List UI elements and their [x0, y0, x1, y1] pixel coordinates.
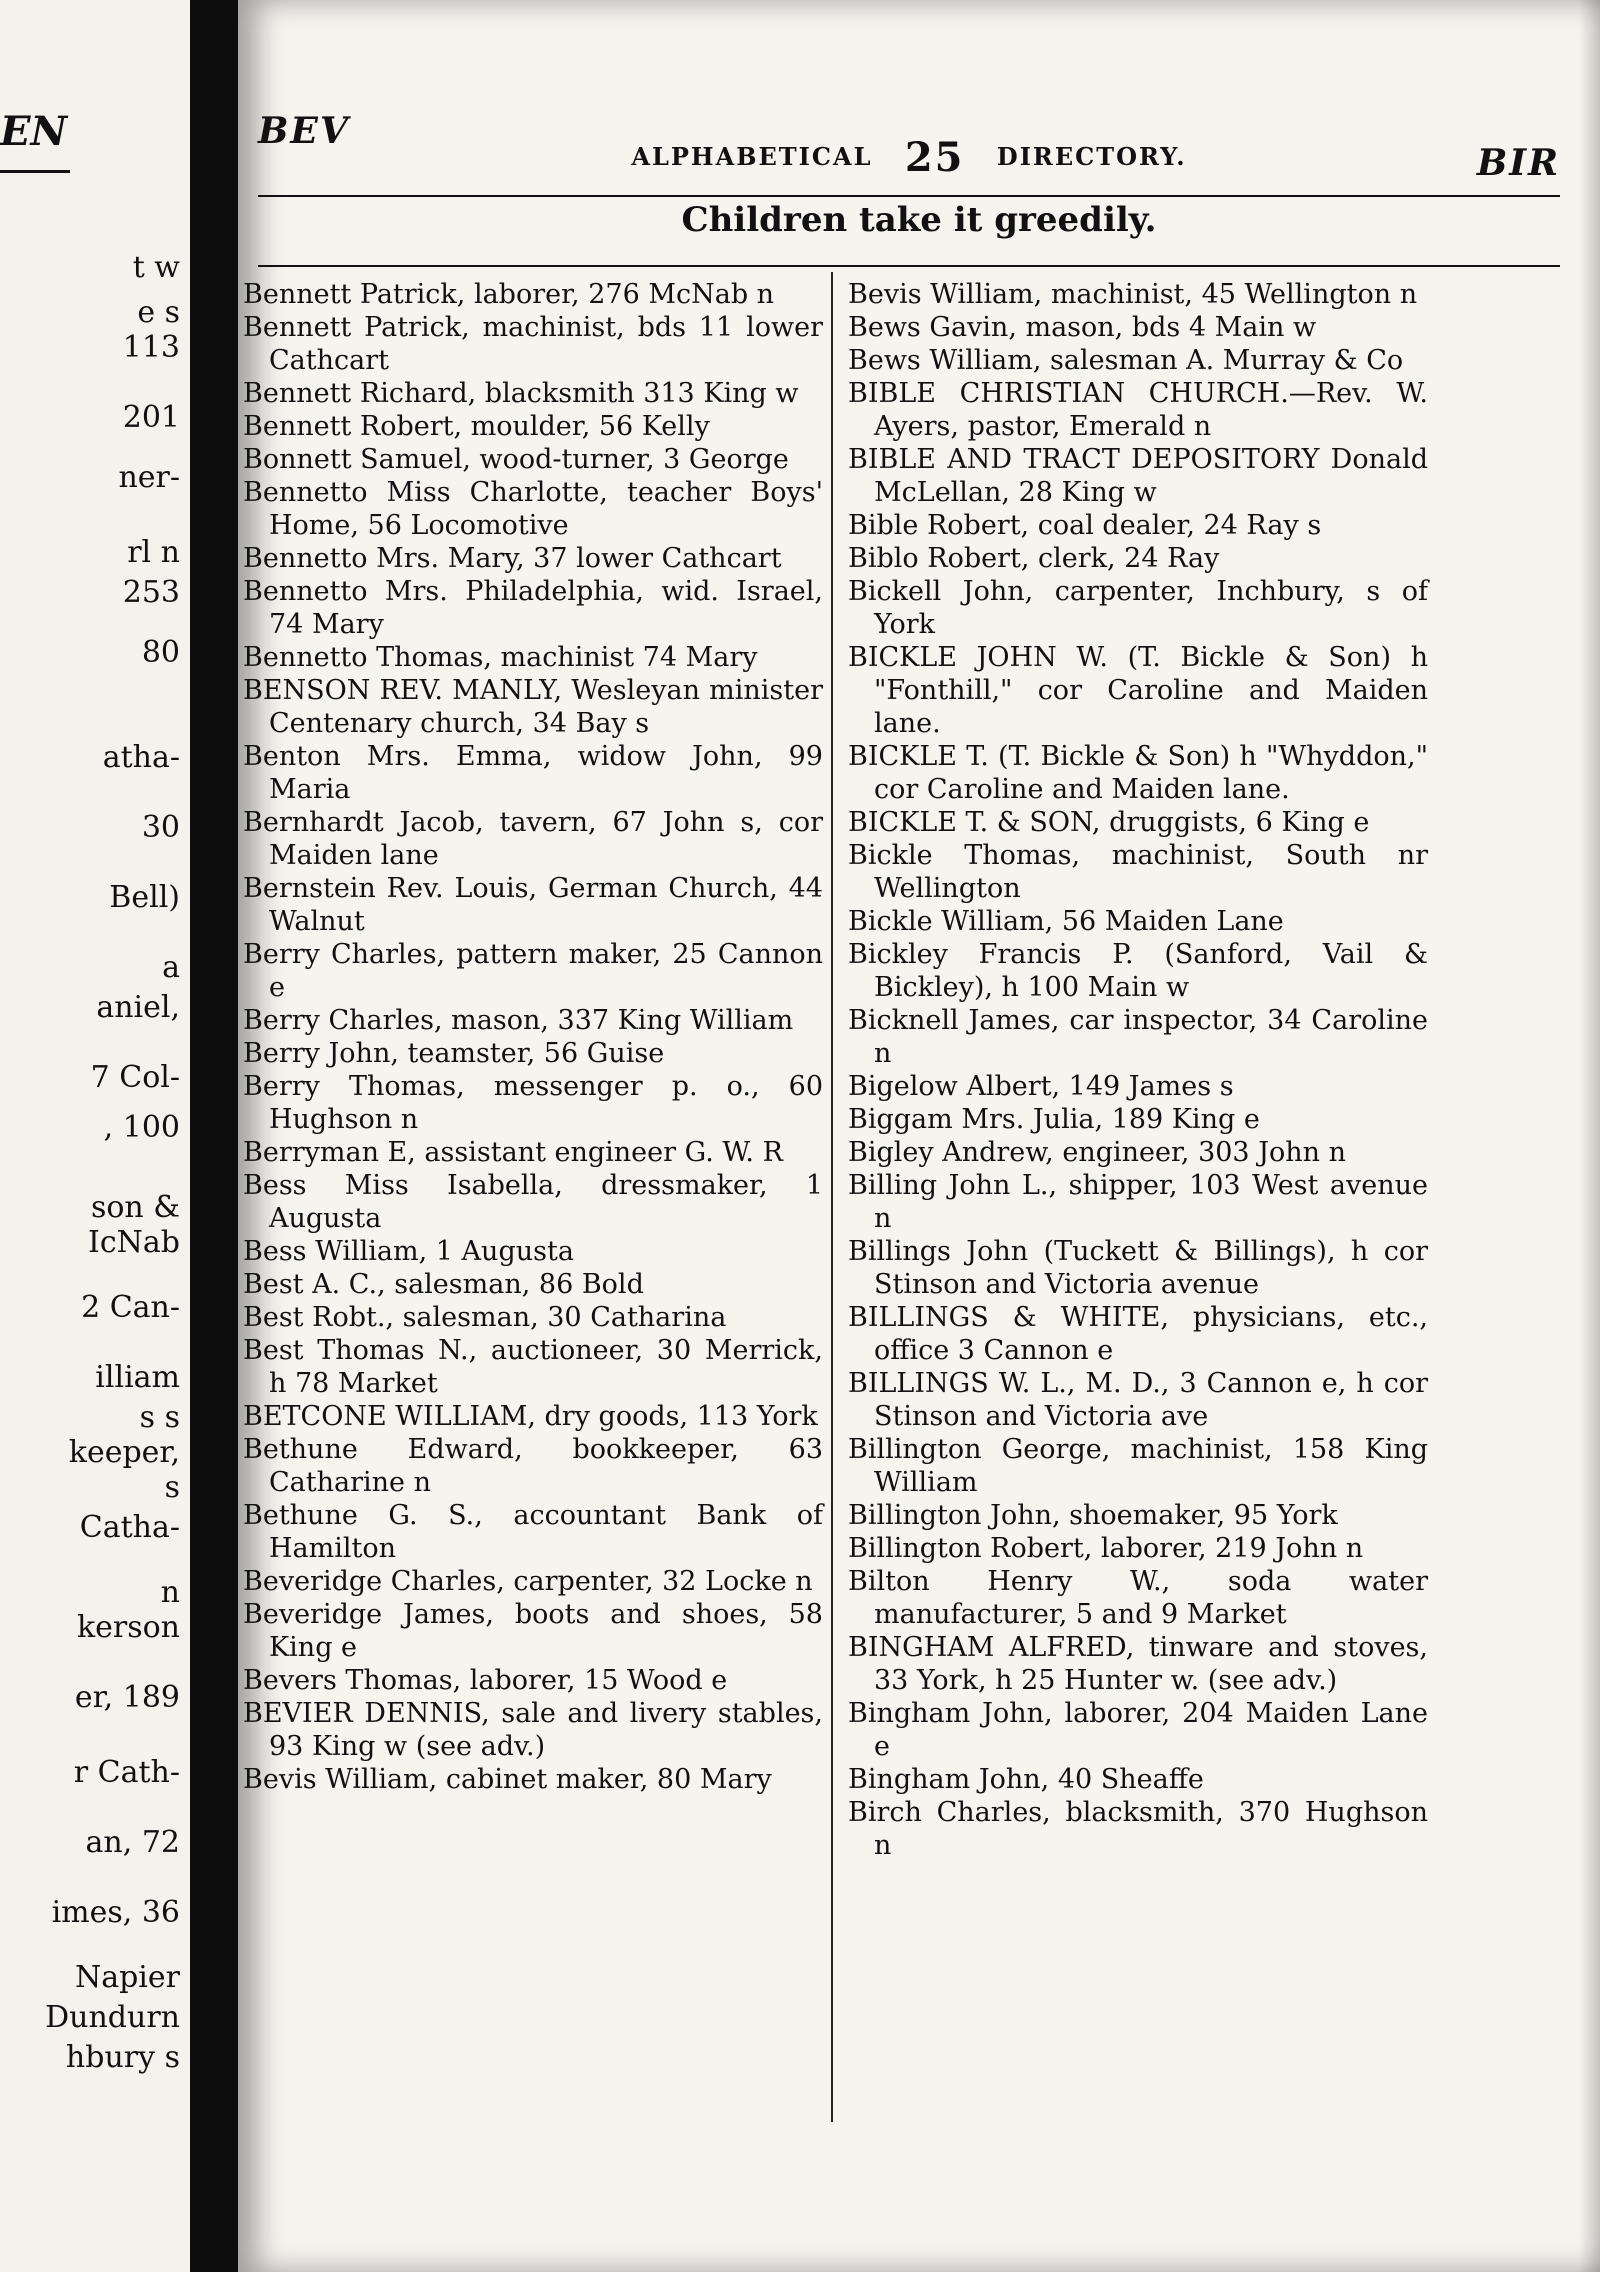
directory-entry: Benton Mrs. Emma, widow John, 99 Maria: [243, 741, 823, 805]
previous-page-line: s: [164, 1470, 180, 1505]
directory-entry: Bennetto Thomas, machinist 74 Mary: [243, 642, 758, 673]
previous-page-line: 7 Col-: [90, 1060, 180, 1095]
directory-entry: BICKLE JOHN W. (T. Bickle & Son) h "Fonthill," cor Caroline and Maiden lane.: [848, 642, 1428, 739]
directory-entry: BEVIER DENNIS, sale and livery stables, 93 King w (see adv.): [243, 1698, 823, 1762]
previous-page-line: 201: [122, 400, 180, 435]
column-divider: [831, 272, 833, 2122]
directory-entry: Berry John, teamster, 56 Guise: [243, 1038, 665, 1069]
directory-entry: Bigelow Albert, 149 James s: [848, 1071, 1234, 1102]
directory-entry: Bernhardt Jacob, tavern, 67 John s, cor Maiden lane: [243, 807, 823, 871]
page-number: 25: [904, 134, 965, 181]
directory-entry: Bennetto Mrs. Philadelphia, wid. Israel, 74 Mary: [243, 576, 823, 640]
directory-entry: Bingham John, 40 Sheaffe: [848, 1764, 1204, 1795]
left-column: [243, 278, 823, 1796]
previous-page-line: atha-: [102, 740, 180, 775]
header-title-left: ALPHABETICAL: [631, 142, 873, 171]
directory-entry: BIBLE CHRISTIAN CHURCH.—Rev. W. Ayers, pastor, Emerald n: [848, 378, 1428, 442]
directory-entry: Bethune G. S., accountant Bank of Hamilton: [243, 1500, 823, 1564]
previous-page-line: n: [160, 1575, 180, 1610]
directory-entry: BENSON REV. MANLY, Wesleyan minister Centenary church, 34 Bay s: [243, 675, 823, 739]
directory-entry: Billington Robert, laborer, 219 John n: [848, 1533, 1364, 1564]
directory-entry: Bennett Robert, moulder, 56 Kelly: [243, 411, 710, 442]
directory-entry: Bews William, salesman A. Murray & Co: [848, 345, 1404, 376]
directory-entry: Bevers Thomas, laborer, 15 Wood e: [243, 1665, 728, 1696]
previous-page-line: Catha-: [79, 1510, 180, 1545]
previous-page-line: 113: [122, 330, 180, 365]
directory-entry: Birch Charles, blacksmith, 370 Hughson n: [848, 1797, 1428, 1861]
previous-page-line: rl n: [127, 535, 180, 570]
directory-entry: Berry Charles, pattern maker, 25 Cannon e: [243, 939, 823, 1003]
previous-page-line: hbury s: [65, 2040, 180, 2075]
previous-page-line: , 100: [103, 1110, 180, 1145]
header-rule: [258, 195, 1560, 197]
page-header: [258, 110, 1560, 184]
directory-entry: BIBLE AND TRACT DEPOSITORY Donald McLellan, 28 King w: [848, 444, 1428, 508]
directory-entry: Bethune Edward, bookkeeper, 63 Catharine n: [243, 1434, 823, 1498]
previous-page-line: illiam: [95, 1360, 180, 1395]
directory-entry: Beveridge Charles, carpenter, 32 Locke n: [243, 1566, 813, 1597]
previous-page-line: t w: [132, 250, 180, 285]
directory-entry: Biggam Mrs. Julia, 189 King e: [848, 1104, 1260, 1135]
directory-entry: Bigley Andrew, engineer, 303 John n: [848, 1137, 1347, 1168]
header-right-guide: BIR: [1476, 142, 1560, 184]
previous-page-line: imes, 36: [51, 1895, 180, 1930]
previous-page-line: ner-: [118, 460, 180, 495]
directory-entry: Bevis William, machinist, 45 Wellington n: [848, 279, 1418, 310]
previous-page-line: Bell): [109, 880, 180, 915]
previous-page-line: e s: [137, 295, 180, 330]
previous-page-line: 2 Can-: [81, 1290, 180, 1325]
directory-entry: Bonnett Samuel, wood-turner, 3 George: [243, 444, 789, 475]
directory-entry: Bilton Henry W., soda water manufacturer, 5 and 9 Market: [848, 1566, 1428, 1630]
directory-entry: Bingham John, laborer, 204 Maiden Lane e: [848, 1698, 1428, 1762]
directory-entry: Bevis William, cabinet maker, 80 Mary: [243, 1764, 772, 1795]
directory-entry: Bennetto Mrs. Mary, 37 lower Cathcart: [243, 543, 782, 574]
directory-entry: Bernstein Rev. Louis, German Church, 44 Walnut: [243, 873, 823, 937]
previous-page-line: 80: [141, 635, 180, 670]
right-column: [848, 278, 1428, 1862]
previous-page-line: a: [162, 950, 180, 985]
directory-entry: Bess William, 1 Augusta: [243, 1236, 574, 1267]
previous-page-line: s s: [139, 1400, 180, 1435]
previous-page-fragment: [0, 0, 190, 2272]
previous-page-rule: [0, 170, 70, 173]
directory-entry: Beveridge James, boots and shoes, 58 King e: [243, 1599, 823, 1663]
previous-page-line: aniel,: [96, 990, 180, 1025]
directory-page: [238, 0, 1600, 2272]
directory-entry: BICKLE T. (T. Bickle & Son) h "Whyddon," cor Caroline and Maiden lane.: [848, 741, 1428, 805]
directory-entry: Bicknell James, car inspector, 34 Caroline n: [848, 1005, 1428, 1069]
directory-entry: Bickle William, 56 Maiden Lane: [848, 906, 1284, 937]
previous-page-line: IcNab: [88, 1225, 180, 1260]
previous-page-line: er, 189: [74, 1680, 180, 1715]
directory-entry: Berry Charles, mason, 337 King William: [243, 1005, 794, 1036]
directory-entry: Best Robt., salesman, 30 Catharina: [243, 1302, 727, 1333]
directory-entry: Billings John (Tuckett & Billings), h cor Stinson and Victoria avenue: [848, 1236, 1428, 1300]
previous-page-line: Napier: [74, 1960, 180, 1995]
directory-entry: Berry Thomas, messenger p. o., 60 Hughson n: [243, 1071, 823, 1135]
directory-entry: Best Thomas N., auctioneer, 30 Merrick, h 78 Market: [243, 1335, 823, 1399]
directory-entry: Billington John, shoemaker, 95 York: [848, 1500, 1338, 1531]
previous-page-line: Dundurn: [45, 2000, 180, 2035]
previous-page-line: an, 72: [85, 1825, 180, 1860]
directory-entry: Billing John L., shipper, 103 West avenue n: [848, 1170, 1428, 1234]
header-center: [258, 128, 1560, 181]
previous-page-line: 30: [141, 810, 180, 845]
previous-page-line: r Cath-: [73, 1755, 180, 1790]
directory-entry: Bennett Patrick, laborer, 276 McNab n: [243, 279, 775, 310]
directory-entry: Best A. C., salesman, 86 Bold: [243, 1269, 644, 1300]
previous-page-line: 253: [122, 575, 180, 610]
directory-entry: Bible Robert, coal dealer, 24 Ray s: [848, 510, 1322, 541]
previous-page-header: EN: [0, 108, 68, 155]
directory-entry: BETCONE WILLIAM, dry goods, 113 York: [243, 1401, 818, 1432]
directory-entry: BILLINGS W. L., M. D., 3 Cannon e, h cor Stinson and Victoria ave: [848, 1368, 1428, 1432]
directory-entry: Bennett Richard, blacksmith 313 King w: [243, 378, 799, 409]
directory-entry: Bess Miss Isabella, dressmaker, 1 Augusta: [243, 1170, 823, 1234]
book-gutter: [190, 0, 238, 2272]
directory-entry: Berryman E, assistant engineer G. W. R: [243, 1137, 783, 1168]
directory-entry: BINGHAM ALFRED, tinware and stoves, 33 York, h 25 Hunter w. (see adv.): [848, 1632, 1428, 1696]
directory-entry: BILLINGS & WHITE, physicians, etc., office 3 Cannon e: [848, 1302, 1428, 1366]
directory-entry: Billington George, machinist, 158 King William: [848, 1434, 1428, 1498]
directory-entry: BICKLE T. & SON, druggists, 6 King e: [848, 807, 1370, 838]
previous-page-line: kerson: [76, 1610, 180, 1645]
previous-page-line: keeper,: [68, 1435, 180, 1470]
header-left-guide: BEV: [258, 110, 350, 152]
directory-entry: Bews Gavin, mason, bds 4 Main w: [848, 312, 1317, 343]
directory-entry: Bennett Patrick, machinist, bds 11 lower Cathcart: [243, 312, 823, 376]
previous-page-line: son &: [90, 1190, 180, 1225]
directory-entry: Bickley Francis P. (Sanford, Vail & Bickley), h 100 Main w: [848, 939, 1428, 1003]
header-title-right: DIRECTORY.: [996, 142, 1187, 171]
tagline-rule: [258, 265, 1560, 267]
directory-entry: Bickell John, carpenter, Inchbury, s of York: [848, 576, 1428, 640]
directory-entry: Biblo Robert, clerk, 24 Ray: [848, 543, 1220, 574]
directory-entry: Bennetto Miss Charlotte, teacher Boys' Home, 56 Locomotive: [243, 477, 823, 541]
tagline: Children take it greedily.: [681, 200, 1157, 240]
directory-entry: Bickle Thomas, machinist, South nr Wellington: [848, 840, 1428, 904]
